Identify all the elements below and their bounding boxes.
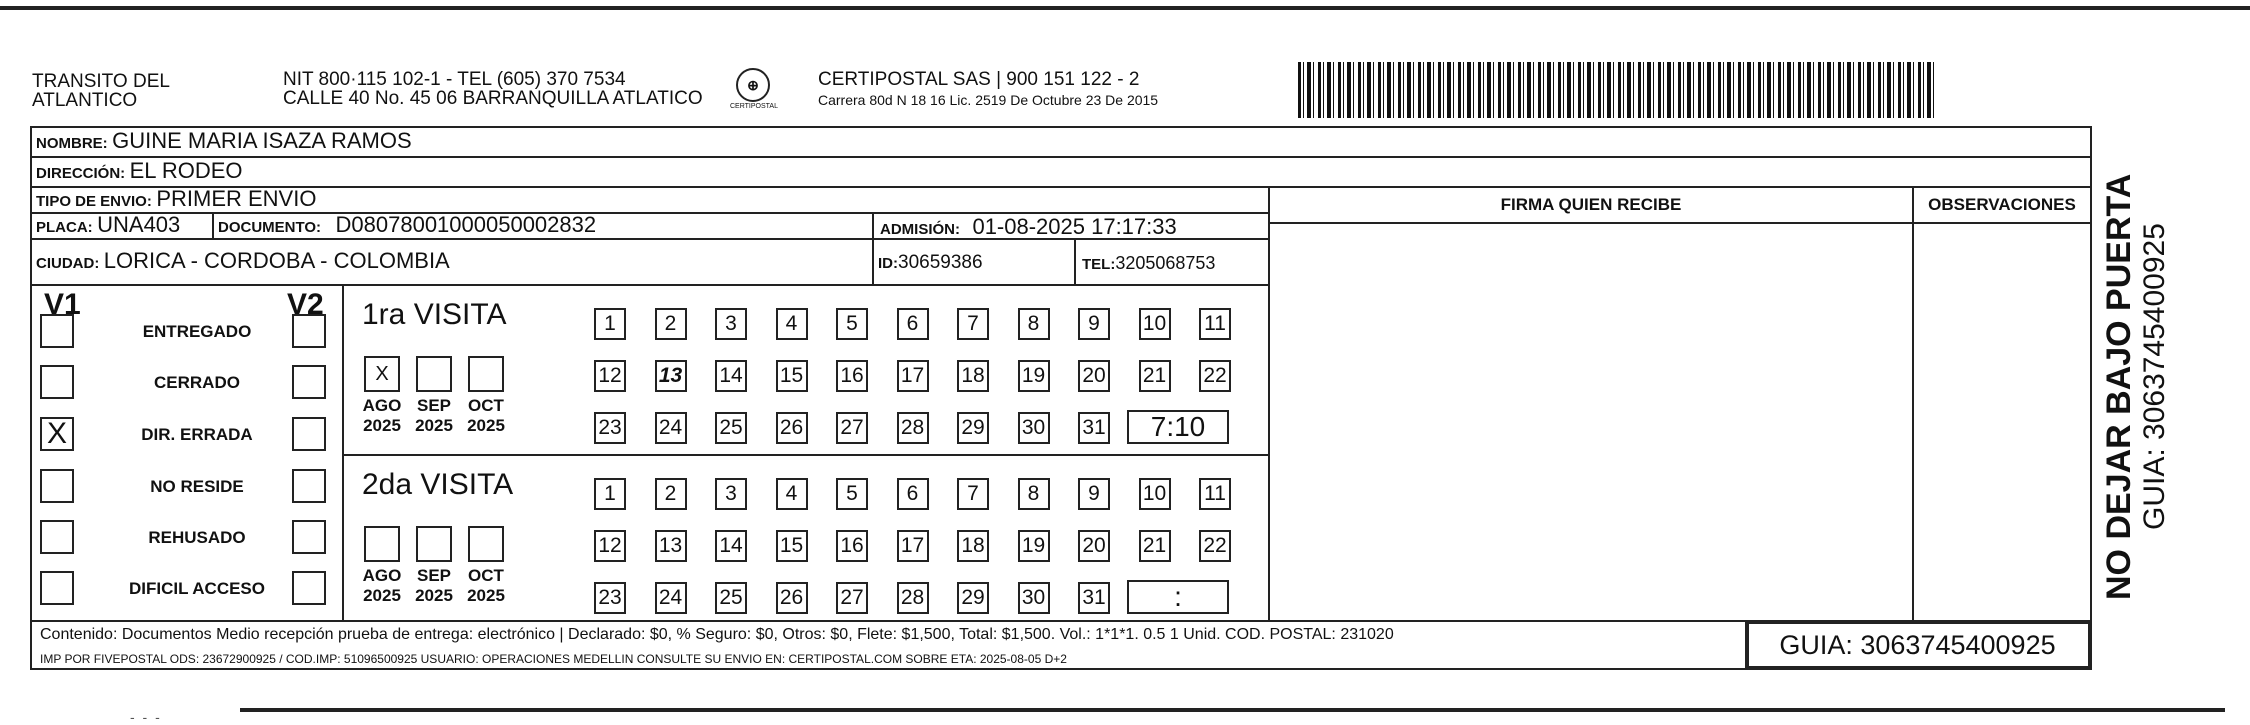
id-row [878, 251, 983, 276]
documento-row [218, 213, 596, 240]
month-checkbox[interactable] [364, 526, 400, 562]
month-label [357, 566, 407, 606]
rule-direccion [32, 186, 2090, 188]
visit-title: 2da VISITA [362, 468, 514, 501]
v1-header: V1 [44, 288, 81, 321]
month-name: OCT [468, 396, 504, 415]
rule-id-tel [1074, 238, 1076, 284]
tel-label: TEL: [1082, 256, 1116, 273]
day-box[interactable]: 16 [836, 360, 868, 392]
day-box[interactable]: 25 [715, 412, 747, 444]
id-label: ID: [878, 255, 898, 272]
rule-nombre [32, 156, 2090, 158]
day-box[interactable]: 19 [1018, 360, 1050, 392]
time-box[interactable]: 7:10 [1127, 410, 1229, 444]
month-label [409, 566, 459, 606]
status-label: CERRADO [154, 373, 240, 392]
ciudad-value: LORICA - CORDOBA - COLOMBIA [103, 248, 450, 273]
direccion-row [36, 159, 243, 186]
day-box[interactable]: 9 [1078, 478, 1110, 510]
day-box[interactable]: 8 [1018, 308, 1050, 340]
v2-checkbox[interactable] [292, 417, 326, 451]
day-box[interactable]: 25 [715, 582, 747, 614]
issuer-line-1: TRANSITO DEL [32, 71, 170, 92]
day-box[interactable]: 27 [836, 412, 868, 444]
day-box[interactable]: 20 [1078, 360, 1110, 392]
day-box[interactable]: 31 [1078, 582, 1110, 614]
admision-label: ADMISIÓN: [880, 221, 960, 238]
month-year: 2025 [415, 416, 453, 435]
day-box[interactable]: 21 [1139, 360, 1171, 392]
v1-checkbox[interactable] [40, 520, 74, 554]
day-box[interactable]: 12 [594, 530, 626, 562]
issuer-address: CALLE 40 No. 45 06 BARRANQUILLA ATLATICO [283, 88, 703, 109]
guia-footer-box: GUIA: 3063745400925 [1745, 622, 2090, 668]
status-label: DIR. ERRADA [141, 425, 253, 444]
month-label [461, 396, 511, 436]
v2-checkbox[interactable] [292, 520, 326, 554]
month-checkbox[interactable] [416, 356, 452, 392]
month-year: 2025 [467, 586, 505, 605]
day-box[interactable]: 30 [1018, 582, 1050, 614]
v1-checkbox[interactable] [40, 469, 74, 503]
placa-value: UNA403 [97, 212, 181, 237]
observaciones-header: OBSERVACIONES [1928, 195, 2076, 214]
day-box[interactable]: 24 [655, 412, 687, 444]
v1-checkbox[interactable] [40, 365, 74, 399]
month-checkbox[interactable]: X [364, 356, 400, 392]
day-box[interactable]: 18 [957, 530, 989, 562]
day-box[interactable]: 30 [1018, 412, 1050, 444]
day-box[interactable]: 14 [715, 530, 747, 562]
v2-checkbox[interactable] [292, 365, 326, 399]
visit-title: 1ra VISITA [362, 298, 507, 331]
barcode [1298, 62, 1938, 118]
day-box[interactable]: 26 [776, 582, 808, 614]
month-label [409, 396, 459, 436]
day-box[interactable]: 6 [897, 308, 929, 340]
v1-checkbox[interactable] [40, 571, 74, 605]
signature-area[interactable] [1270, 224, 1912, 620]
day-box[interactable]: 17 [897, 360, 929, 392]
day-box[interactable]: 28 [897, 412, 929, 444]
certipostal-logo: ⊕ CERTIPOSTAL [730, 68, 776, 114]
nombre-value: GUINE MARIA ISAZA RAMOS [112, 128, 412, 153]
direccion-label: DIRECCIÓN: [36, 165, 126, 182]
top-border-line [0, 6, 2250, 10]
month-name: AGO [362, 566, 402, 585]
day-box[interactable]: 15 [776, 530, 808, 562]
month-checkbox[interactable] [416, 526, 452, 562]
month-name: SEP [416, 566, 452, 585]
day-box[interactable]: 18 [957, 360, 989, 392]
day-box[interactable]: 3 [715, 308, 747, 340]
month-label [357, 396, 407, 436]
id-value: 30659386 [898, 252, 983, 273]
day-box[interactable]: 2 [655, 308, 687, 340]
day-box[interactable]: 22 [1199, 360, 1231, 392]
issuer-contact [283, 70, 703, 108]
month-year: 2025 [363, 586, 401, 605]
status-label: NO RESIDE [150, 477, 244, 496]
ciudad-label: CIUDAD: [36, 255, 100, 272]
day-box[interactable]: 6 [897, 478, 929, 510]
day-box[interactable]: 3 [715, 478, 747, 510]
rule-visits-divider [342, 454, 1268, 456]
placa-row [36, 213, 180, 240]
month-label [461, 566, 511, 606]
day-box[interactable]: 2 [655, 478, 687, 510]
courier-name: CERTIPOSTAL SAS | 900 151 122 - 2 [818, 69, 1140, 90]
status-label: ENTREGADO [142, 322, 252, 341]
day-box[interactable]: 20 [1078, 530, 1110, 562]
tipo-value: PRIMER ENVIO [156, 186, 317, 211]
tipo-row [36, 187, 316, 214]
day-box[interactable]: 23 [594, 582, 626, 614]
day-box[interactable]: 8 [1018, 478, 1050, 510]
day-box[interactable]: 28 [897, 582, 929, 614]
day-box[interactable]: 27 [836, 582, 868, 614]
courier-license: Carrera 80d N 18 16 Lic. 2519 De Octubre 23 De 2015 [818, 92, 1159, 108]
day-box[interactable]: 22 [1199, 530, 1231, 562]
rule-ciudad [32, 284, 1268, 286]
direccion-value: EL RODEO [129, 158, 243, 183]
day-box[interactable]: 4 [776, 478, 808, 510]
v2-checkbox[interactable] [292, 469, 326, 503]
month-year: 2025 [363, 416, 401, 435]
day-box[interactable]: 11 [1199, 478, 1231, 510]
day-box[interactable]: 13 [655, 360, 687, 392]
day-box[interactable]: 17 [897, 530, 929, 562]
day-box[interactable]: 29 [957, 582, 989, 614]
month-name: AGO [362, 396, 402, 415]
day-box[interactable]: 4 [776, 308, 808, 340]
day-box[interactable]: 10 [1139, 478, 1171, 510]
rule-doc-admision [872, 212, 874, 284]
tel-row [1082, 251, 1215, 277]
status-label: DIFICIL ACCESO [128, 579, 265, 598]
month-name: OCT [468, 566, 504, 585]
day-box[interactable]: 5 [836, 308, 868, 340]
day-box[interactable]: 7 [957, 478, 989, 510]
side-guia: GUIA: 3063745400925 [2138, 223, 2171, 530]
rule-status-visits [342, 284, 344, 620]
observations-area[interactable] [1914, 224, 2090, 620]
footer-print-info: IMP POR FIVEPOSTAL ODS: 23672900925 / COD.IMP: 51096500925 USUARIO: OPERACIONES MEDELLIN CONSULTE SU ENVIO EN: CERTIPOSTAL.COM SOBRE ETA: 2025-08-05 D+2 [40, 652, 1067, 666]
courier-info [818, 70, 1158, 108]
month-checkbox[interactable] [468, 356, 504, 392]
v2-checkbox[interactable] [292, 571, 326, 605]
day-box[interactable]: 26 [776, 412, 808, 444]
time-box[interactable]: : [1127, 580, 1229, 614]
day-box[interactable]: 13 [655, 530, 687, 562]
day-box[interactable]: 7 [957, 308, 989, 340]
side-warning: NO DEJAR BAJO PUERTA [2100, 173, 2138, 600]
day-box[interactable]: 12 [594, 360, 626, 392]
status-label: REHUSADO [148, 528, 246, 547]
rule-placa-doc [212, 212, 214, 238]
nombre-row [36, 129, 412, 156]
day-box[interactable]: 10 [1139, 308, 1171, 340]
month-checkbox[interactable] [468, 526, 504, 562]
day-box[interactable]: 19 [1018, 530, 1050, 562]
day-box[interactable]: 21 [1139, 530, 1171, 562]
day-box[interactable]: 16 [836, 530, 868, 562]
issuer-nit: NIT 800·115 102-1 - TEL (605) 370 7534 [283, 69, 626, 90]
month-year: 2025 [467, 416, 505, 435]
day-box[interactable]: 23 [594, 412, 626, 444]
tel-value: 3205068753 [1115, 253, 1216, 273]
issuer-line-2: ATLANTICO [32, 90, 138, 111]
footer-contents: Contenido: Documentos Medio recepción prueba de entrega: electrónico | Declarado: $0, % Seguro: $0, Otros: $0, Flete: $1,500, Total: $1,500. Vol.: 1*1*1. 0.5 1 Unid. COD. POSTAL: 231020 [40, 626, 1394, 643]
v1-checkbox[interactable]: X [40, 417, 74, 451]
day-box[interactable]: 31 [1078, 412, 1110, 444]
month-year: 2025 [415, 586, 453, 605]
dash-marks: - - - [130, 709, 162, 725]
day-box[interactable]: 5 [836, 478, 868, 510]
admision-row [880, 215, 1177, 242]
v2-checkbox[interactable] [292, 314, 326, 348]
nombre-label: NOMBRE: [36, 135, 108, 152]
day-box[interactable]: 11 [1199, 308, 1231, 340]
bottom-border-line [240, 708, 2225, 712]
documento-label: DOCUMENTO: [218, 219, 322, 236]
placa-label: PLACA: [36, 219, 93, 236]
firma-header: FIRMA QUIEN RECIBE [1500, 195, 1682, 214]
day-box[interactable]: 9 [1078, 308, 1110, 340]
logo-text: CERTIPOSTAL [730, 103, 778, 110]
day-box[interactable]: 29 [957, 412, 989, 444]
v2-header: V2 [287, 288, 324, 321]
day-box[interactable]: 1 [594, 308, 626, 340]
day-box[interactable]: 1 [594, 478, 626, 510]
ciudad-row [36, 249, 450, 276]
issuer-name [32, 72, 170, 110]
day-box[interactable]: 14 [715, 360, 747, 392]
documento-value: D08078001000050002832 [335, 212, 597, 237]
day-box[interactable]: 15 [776, 360, 808, 392]
tipo-label: TIPO DE ENVIO: [36, 193, 152, 210]
admision-value: 01-08-2025 17:17:33 [972, 214, 1177, 239]
day-box[interactable]: 24 [655, 582, 687, 614]
delivery-form [30, 126, 2092, 670]
v1-checkbox[interactable] [40, 314, 74, 348]
month-name: SEP [416, 396, 452, 415]
